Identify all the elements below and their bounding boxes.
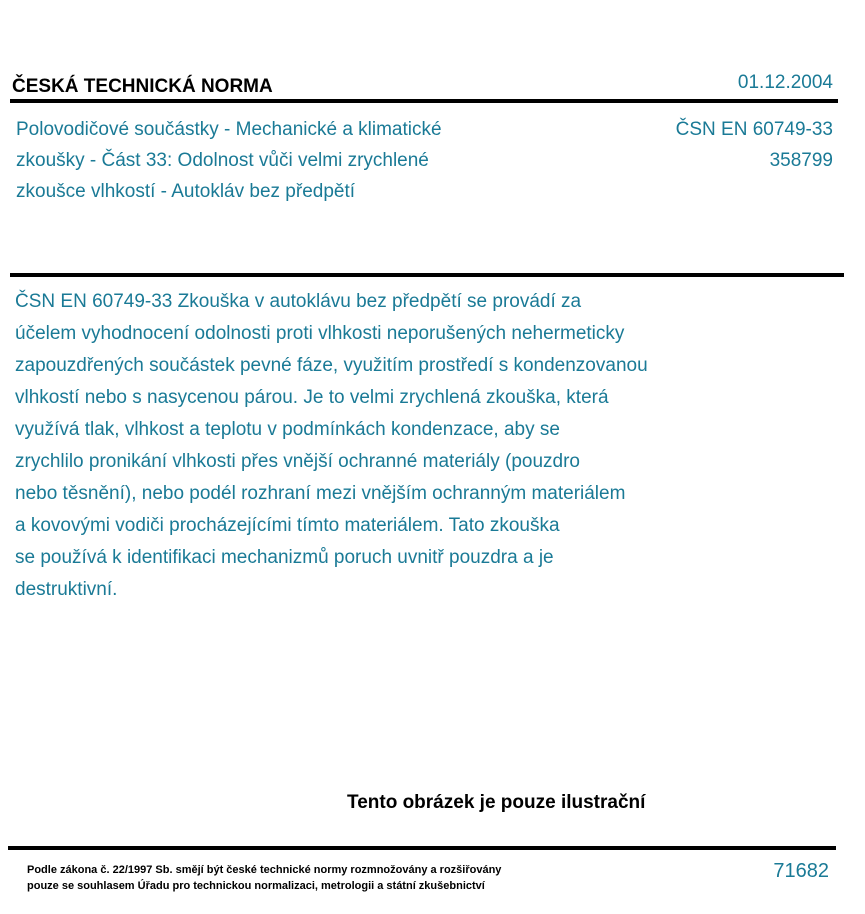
abstract-line: zapouzdřených součástek pevné fáze, využitím prostředí s kondenzovanou (15, 355, 648, 376)
top-divider (10, 99, 838, 103)
abstract-line: využívá tlak, vlhkost a teplotu v podmínkách kondenzace, aby se (15, 419, 560, 440)
abstract-paragraph (15, 286, 775, 606)
standard-title-line: Polovodičové součástky - Mechanické a klimatické (16, 119, 442, 140)
abstract-line: se používá k identifikaci mechanizmů poruch uvnitř pouzdra a je (15, 547, 554, 568)
bottom-divider (8, 846, 836, 850)
abstract-line: vlhkostí nebo s nasycenou párou. Je to velmi zrychlená zkouška, která (15, 387, 609, 408)
abstract-line: a kovovými vodiči procházejícími tímto materiálem. Tato zkouška (15, 515, 560, 536)
class-number: 358799 (769, 150, 833, 171)
abstract-line: nebo těsnění), nebo podél rozhraní mezi vnějším ochranným materiálem (15, 483, 626, 504)
abstract-line: destruktivní. (15, 579, 118, 600)
middle-divider (10, 273, 844, 277)
legal-notice (27, 862, 501, 894)
standard-code: ČSN EN 60749-33 (675, 119, 833, 140)
document-number: 71682 (773, 860, 829, 882)
legal-line: Podle zákona č. 22/1997 Sb. smějí být české technické normy rozmnožovány a rozšiřovány (27, 864, 502, 876)
abstract-line: zrychlilo pronikání vlhkosti přes vnější ochranné materiály (pouzdro (15, 451, 580, 472)
standard-identifiers (676, 114, 833, 176)
standard-title-line: zkoušce vlhkostí - Autokláv bez předpětí (16, 181, 356, 202)
page-title: ČESKÁ TECHNICKÁ NORMA (12, 76, 273, 97)
standard-title-line: zkoušky - Část 33: Odolnost vůči velmi zrychlené (16, 150, 429, 171)
illustration-note: Tento obrázek je pouze ilustrační (347, 792, 646, 813)
abstract-line: ČSN EN 60749-33 Zkouška v autoklávu bez předpětí se provádí za (15, 291, 582, 312)
standard-title (16, 114, 556, 207)
publication-date: 01.12.2004 (737, 72, 833, 93)
legal-line: pouze se souhlasem Úřadu pro technickou normalizaci, metrologii a státní zkušebnictví (27, 880, 485, 892)
abstract-line: účelem vyhodnocení odolnosti proti vlhkosti neporušených nehermeticky (15, 323, 625, 344)
